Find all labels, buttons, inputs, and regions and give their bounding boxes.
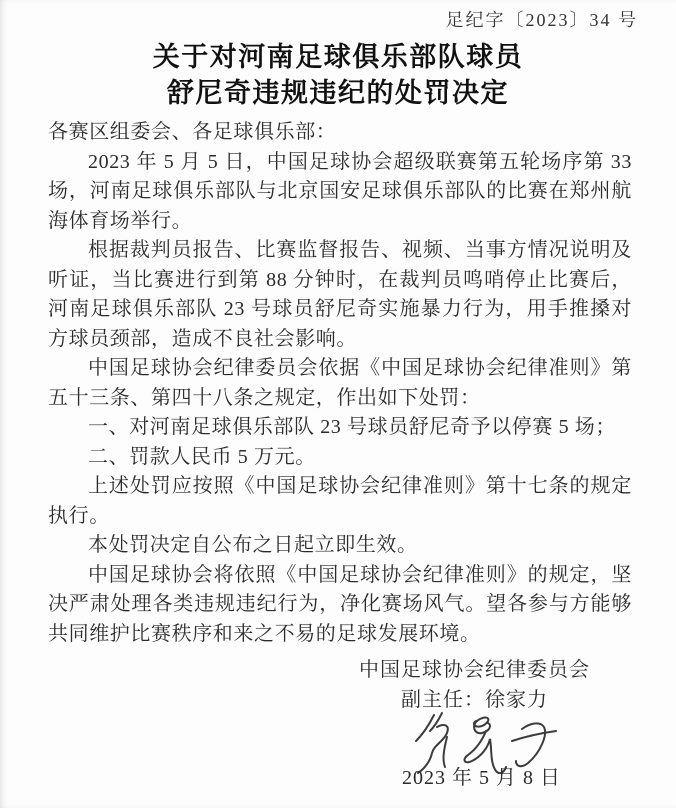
- paragraph-penalty-1: 一、对河南足球俱乐部队 23 号球员舒尼奇予以停赛 5 场；: [88, 416, 616, 438]
- paragraph-incident: 根据裁判员报告、比赛监督报告、视频、当事方情况说明及听证，当比赛进行到第 88 分钟时，在裁判员鸣哨停止比赛后，河南足球俱乐部队 23 号球员舒尼奇实施暴力行为，用手推搡对方球员颈部，造成不良社会影响。: [48, 239, 632, 350]
- paragraph-closing: 中国足球协会将依照《中国足球协会纪律准则》的规定，坚决严肃处理各类违规违纪行为，净化赛场风气。望各参与方能够共同维护比赛秩序和来之不易的足球发展环境。: [48, 563, 632, 645]
- issue-date: 2023 年 5 月 8 日: [402, 767, 561, 789]
- signer-title: 副主任：徐家力: [401, 689, 548, 711]
- document-title: [0, 39, 676, 111]
- paragraph-penalty-2: 二、罚款人民币 5 万元。: [88, 445, 316, 468]
- paragraph-effective: 本处罚决定自公布之日起立即生效。: [88, 534, 418, 556]
- document-body: [48, 118, 632, 649]
- paragraph-match-info: 2023 年 5 月 5 日，中国足球协会超级联赛第五轮场序第 33 场，河南足球俱乐部队与北京国安足球俱乐部队的比赛在郑州航海体育场举行。: [48, 150, 632, 232]
- title-line-1: 关于对河南足球俱乐部队球员: [152, 42, 524, 72]
- signature-block: [359, 655, 590, 793]
- paragraph-execution: 上述处罚应按照《中国足球协会纪律准则》第十七条的规定执行。: [48, 475, 632, 527]
- paragraph-ruling-basis: 中国足球协会纪律委员会依据《中国足球协会纪律准则》第五十三条、第四十八条之规定，作出如下处罚：: [48, 357, 632, 409]
- title-line-2: 舒尼奇违规违纪的处罚决定: [167, 78, 509, 108]
- issuing-org: 中国足球协会纪律委员会: [359, 659, 590, 681]
- salutation: 各赛区组委会、各足球俱乐部：: [48, 121, 337, 143]
- doc-number: 足纪字〔2023〕34 号: [445, 10, 638, 30]
